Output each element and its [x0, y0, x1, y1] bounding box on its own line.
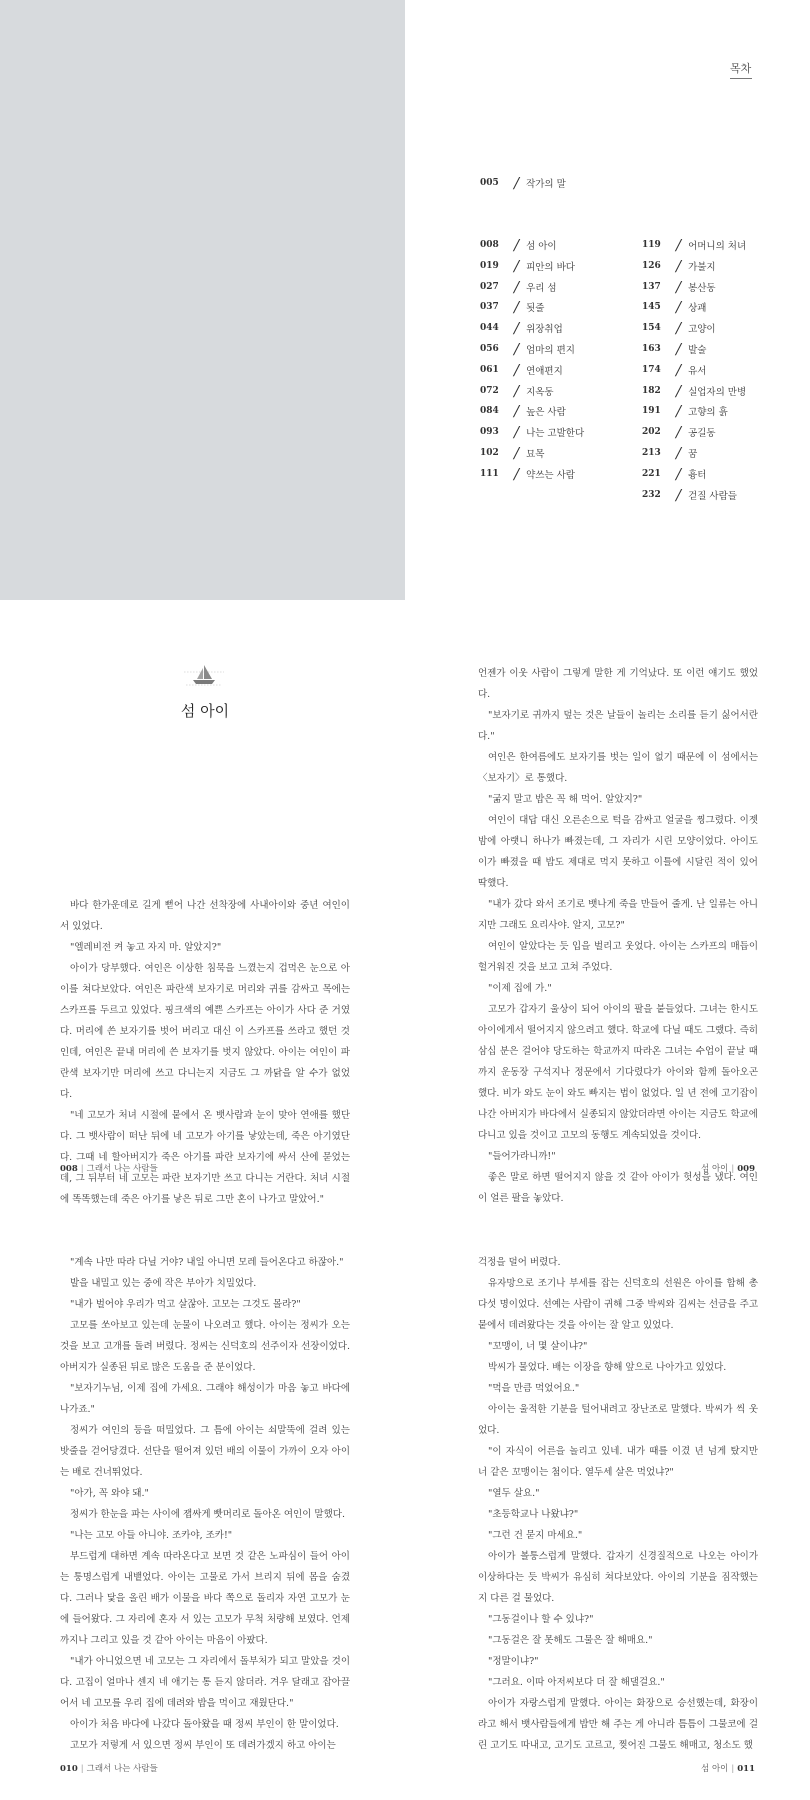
toc-page-number: 044 — [480, 323, 499, 333]
toc-entry — [642, 342, 706, 356]
page-number: 009 — [737, 1164, 755, 1174]
toc-slash-icon: / — [514, 361, 520, 379]
toc-entry-label: 발술 — [688, 345, 707, 356]
body-paragraph: "초등학교나 나왔냐?" — [488, 1509, 579, 1520]
toc-page-number: 174 — [642, 365, 661, 375]
toc-entry-label: 고양이 — [688, 324, 716, 335]
toc-slash-icon: / — [514, 340, 520, 358]
toc-slash-icon: / — [514, 423, 520, 441]
page-011-footer: 섬 아이 | 011 — [701, 1764, 755, 1774]
toc-page-number: 154 — [642, 323, 661, 333]
toc-entry-label: 실업자의 만병 — [688, 387, 747, 398]
toc-slash-icon: / — [676, 382, 682, 400]
toc-slash-icon: / — [676, 465, 682, 483]
toc-page-number: 232 — [642, 490, 661, 500]
toc-entry-label: 우리 섬 — [526, 283, 557, 294]
body-paragraph: 정씨가 한눈을 파는 사이에 잽싸게 빳머리로 돌아온 여인이 말했다. — [70, 1509, 345, 1520]
toc-page-number: 182 — [642, 386, 661, 396]
toc-slash-icon: / — [676, 340, 682, 358]
chapter-title: 섬 아이 — [180, 702, 230, 720]
body-paragraph: "네 고모가 처녀 시절에 뭍에서 온 뱃사람과 눈이 맞아 연애를 했단다. 그 뱃사람이 떠난 뒤에 네 고모가 아기를 낳았는데, 죽은 아기였단다. 그때 네 할아버지가 죽은 아기를 파란 보자기에 싸서 산에 묻었는데, 그 뒤부터 네 고모는 파란 보자기만 쓰고 다니는 거란다. 처녀 시절에 똑똑했는데 죽은 아기를 낳은 뒤로 그만 혼이 나가고 말았어." — [60, 1110, 350, 1205]
toc-entry-label: 고향의 흙 — [688, 407, 728, 418]
toc-entry-label: 피안의 바다 — [526, 262, 575, 273]
toc-entry-label: 가불지 — [688, 262, 716, 273]
toc-page-number: 119 — [642, 240, 661, 250]
toc-page-number: 145 — [642, 302, 661, 312]
body-paragraph: "그동걸이나 할 수 있냐?" — [488, 1614, 594, 1625]
page-number: 008 — [60, 1164, 78, 1174]
body-paragraph: 여인이 알았다는 듯 입을 벌리고 웃었다. 아이는 스카프의 매듭이 헐거워진 것을 보고 고쳐 주었다. — [478, 941, 758, 973]
toc-entry-label: 나는 고발한다 — [526, 428, 585, 439]
toc-slash-icon: / — [676, 444, 682, 462]
toc-entry — [480, 404, 566, 418]
body-paragraph: "굶지 말고 밥은 꼭 해 먹어. 알았지?" — [488, 794, 643, 805]
toc-entry-label: 공길동 — [688, 428, 716, 439]
toc-page-number: 005 — [480, 178, 499, 188]
body-paragraph: "엘레비전 켜 놓고 자지 마. 알았지?" — [70, 942, 222, 953]
toc-page-number: 137 — [642, 282, 661, 292]
toc-entry — [480, 446, 544, 460]
toc-slash-icon: / — [514, 402, 520, 420]
toc-slash-icon: / — [514, 319, 520, 337]
body-paragraph: "보자기누님, 이제 집에 가세요. 그래야 해성이가 마음 놓고 바다에 나가죠." — [60, 1383, 350, 1415]
cover-gray-panel — [0, 0, 405, 600]
toc-entry — [642, 280, 716, 294]
toc-page-number: 111 — [480, 469, 499, 479]
toc-entry — [642, 259, 716, 273]
toc-entry — [480, 342, 575, 356]
toc-page-number: 126 — [642, 261, 661, 271]
toc-slash-icon: / — [514, 444, 520, 462]
toc-slash-icon: / — [514, 298, 520, 316]
page-008-footer: 008 | 그래서 나는 사람들 — [60, 1164, 158, 1174]
toc-entry-label: 약쓰는 사람 — [526, 470, 575, 481]
page-009-footer: 섬 아이 | 009 — [701, 1164, 755, 1174]
toc-entry-label: 됫줄 — [526, 303, 545, 314]
boat-ornament-icon — [184, 664, 224, 686]
body-paragraph: 유자망으로 조기나 부세를 잡는 신덕호의 선원은 아이를 합해 총 다섯 명이었다. 선예는 사람이 귀해 그중 박씨와 김씨는 선금을 주고 뭍에서 데려왔다는 것을 아이는 잘 알고 있었다. — [478, 1278, 758, 1331]
toc-page-number: 093 — [480, 427, 499, 437]
body-paragraph: 언젠가 이웃 사람이 그렇게 말한 게 기억났다. 또 이런 얘기도 했었다. — [478, 668, 758, 700]
toc-page-number: 202 — [642, 427, 661, 437]
body-paragraph: 아이는 울적한 기분을 털어내려고 장난조로 말했다. 박씨가 씩 웃었다. — [478, 1404, 758, 1436]
running-head-book: 그래서 나는 사람들 — [86, 1164, 158, 1174]
body-paragraph: 고모를 쏘아보고 있는데 눈물이 나오려고 했다. 아이는 정씨가 오는 것을 보고 고개를 돌려 버렸다. 정씨는 신덕호의 선주이자 선장이었다. 아버지가 실종된 뒤로 많은 도움을 준 분이었다. — [60, 1320, 350, 1373]
body-paragraph: 여인이 대답 대신 오른손으로 턱을 감싸고 얼굴을 찡그렸다. 이젯밤에 아랫니 하나가 빠졌는데, 그 자리가 시린 모양이었다. 아이도 이가 빠졌을 때 밥도 제대로 먹지 못하고 이틀에 시달린 적이 있어 딱했다. — [478, 815, 758, 889]
body-paragraph: 여인은 한여름에도 보자기를 벗는 일이 없기 때문에 이 섬에서는 〈보자기〉로 통했다. — [478, 752, 758, 784]
toc-entry — [480, 238, 557, 252]
body-paragraph: 아이가 처음 바다에 나갔다 돌아왔을 때 정씨 부인이 한 말이었다. — [70, 1719, 339, 1730]
toc-page-number: 191 — [642, 406, 661, 416]
toc-entry-label: 묘목 — [526, 449, 545, 460]
toc-entry — [642, 446, 697, 460]
toc-entry-label: 지옥동 — [526, 387, 554, 398]
body-paragraph: 부드럽게 대하면 계속 따라온다고 보면 것 같은 노파심이 들어 아이는 퉁명스럽게 내뱉었다. 아이는 고물로 가서 브리지 뒤에 몸을 숨겼다. 그러나 닻을 올린 배가 이물을 바다 쪽으로 돌리자 자연 고모가 눈에 들어왔다. 그 자리에 혼자 서 있는 고모가 무척 처량해 보였다. 언제까지나 그리고 있을 것 같아 아이는 마음이 아팠다. — [60, 1551, 350, 1646]
toc-slash-icon: / — [514, 382, 520, 400]
toc-slash-icon: / — [676, 278, 682, 296]
toc-entry — [480, 259, 575, 273]
toc-entry-label: 엄마의 편지 — [526, 345, 575, 356]
toc-entry — [480, 176, 566, 190]
body-paragraph: 발을 내밀고 있는 중에 작은 부아가 치밀었다. — [70, 1278, 257, 1289]
body-paragraph: 아이가 자랑스럽게 말했다. 아이는 화장으로 승선했는데, 화장이라고 해서 뱃사람들에게 밥만 해 주는 게 아니라 틈틈이 그물코에 걸린 고기도 따내고, 고기도 고르고, 찢어진 그물도 해매고, 청소도 했 — [478, 1698, 758, 1751]
toc-page-number: 061 — [480, 365, 499, 375]
toc-slash-icon: / — [676, 298, 682, 316]
body-paragraph: "나는 고모 아들 아니야. 조카야, 조카!" — [70, 1530, 233, 1541]
body-paragraph: "그런 건 묻지 마세요." — [488, 1530, 583, 1541]
body-paragraph: 바다 한가운데로 길게 뻗어 나간 선착장에 사내아이와 중년 여인이 서 있었다. — [60, 900, 350, 932]
toc-page-number: 213 — [642, 448, 661, 458]
toc-page-number: 102 — [480, 448, 499, 458]
toc-entry-label: 위장취업 — [526, 324, 563, 335]
toc-slash-icon: / — [676, 257, 682, 275]
body-paragraph: 아이가 볼퉁스럽게 말했다. 갑자기 신경질적으로 나오는 아이가 이상하다는 듯 박씨가 유심히 쳐다보았다. 아이의 기분을 짐작했는지 다른 걸 물었다. — [478, 1551, 758, 1604]
toc-entry-label: 작가의 말 — [526, 179, 566, 190]
body-paragraph: "들어가라니까!" — [488, 1151, 556, 1162]
toc-page-number: 072 — [480, 386, 499, 396]
toc-slash-icon: / — [514, 236, 520, 254]
toc-entry-label: 높은 사람 — [526, 407, 566, 418]
toc-entry — [642, 300, 706, 314]
toc-entry — [642, 238, 746, 252]
page-011-body — [478, 1252, 758, 1756]
toc-entry — [642, 321, 716, 335]
body-paragraph: 고모가 저렇게 서 있으면 정씨 부인이 또 데려가겠지 하고 아이는 — [70, 1740, 336, 1751]
body-paragraph: 아이가 당부했다. 여인은 이상한 침묵을 느꼈는지 겁먹은 눈으로 아이를 쳐다보았다. 여인은 파란색 보자기로 머리와 귀를 감싸고 목에는 스카프를 두르고 있었다. 핑크색의 예쁜 스카프는 아이가 사다 준 거였다. 머리에 쓴 보자기를 벗어 버리고 대신 이 스카프를 쓰라고 했던 것인데, 여인은 끝내 머리에 쓴 보자기를 벗지 않았다. 아이는 여인이 파란색 보자기만 머리에 쓰고 다니는지 지금도 그 까닭을 알 수가 없었다. — [60, 963, 350, 1100]
toc-slash-icon: / — [514, 257, 520, 275]
toc-entry — [480, 321, 563, 335]
body-paragraph: "내가 벌어야 우리가 먹고 살잖아. 고모는 그것도 몰라?" — [70, 1299, 301, 1310]
page-010-footer: 010 | 그래서 나는 사람들 — [60, 1764, 158, 1774]
body-paragraph: "이제 집에 가." — [488, 983, 552, 994]
body-paragraph: "그러요. 이따 아저씨보다 더 잘 해댈걸요." — [488, 1677, 665, 1688]
toc-slash-icon: / — [676, 236, 682, 254]
toc-entry — [642, 384, 746, 398]
toc-title-rule — [730, 78, 752, 79]
toc-slash-icon: / — [676, 402, 682, 420]
body-paragraph: "꼬맹이, 너 몇 살이냐?" — [488, 1341, 588, 1352]
running-head-chapter: 섬 아이 — [701, 1164, 729, 1174]
toc-entry — [642, 363, 706, 377]
toc-page-number: 008 — [480, 240, 499, 250]
body-paragraph: 좋은 말로 하면 떨어지지 않을 것 같아 아이가 헛성을 냈다. 여인이 얼른 팔을 놓았다. — [478, 1172, 758, 1204]
body-paragraph: "내가 갔다 와서 조기로 뱃나게 죽을 만들어 줄게. 난 일류는 아니지만 그래도 요리사야. 알지, 고모?" — [478, 899, 758, 931]
toc-entry — [642, 488, 737, 502]
body-paragraph: "보자기로 귀까지 덮는 것은 날들이 놀리는 소리를 듣기 싫어서란다." — [478, 710, 758, 742]
body-paragraph: "정말이냐?" — [488, 1656, 539, 1667]
body-paragraph: "내가 아니었으면 네 고모는 그 자리에서 돌부처가 되고 말았을 것이다. 고집이 얼마나 센지 네 애기는 통 듣지 않더라. 겨우 달래고 잡아끌어서 네 고모를 우리 집에 데려와 밥을 먹이고 재웠단다." — [60, 1656, 350, 1709]
body-paragraph: 정씨가 여인의 등을 떠밀었다. 그 틈에 아이는 쇠말뚝에 걸려 있는 밧줄을 걷어당겼다. 선단을 떨어져 있던 배의 이물이 가까이 오자 아이는 배로 건너뛰었다. — [60, 1425, 350, 1478]
toc-page-number: 221 — [642, 469, 661, 479]
toc-entry-label: 상괘 — [688, 303, 707, 314]
body-paragraph: "아가, 꼭 와야 돼." — [70, 1488, 149, 1499]
toc-entry-label: 꿈 — [688, 449, 698, 460]
body-paragraph: 고모가 갑자기 울상이 되어 아이의 팔을 붙들었다. 그녀는 한시도 아이에게서 떨어지지 않으려고 했다. 학교에 다닐 때도 그랬다. 즉히 삼십 분은 걸어야 당도하는 학교까지 따라온 그녀는 수업이 끝날 때까지 운동장 구석지나 정문에서 기다렸다가 아이와 함께 돌아오곤 했다. 비가 와도 눈이 와도 빠지는 법이 없었다. 일 년 전에 고기잡이 나간 아버지가 바다에서 실종되지 않았더라면 아이는 지금도 학교에 다니고 있을 것이고 고모의 동행도 계속되었을 것이다. — [478, 1004, 758, 1141]
toc-entry — [480, 300, 544, 314]
body-paragraph: "이 자식이 어른을 놀리고 있네. 내가 때를 이겼 년 넘게 탔지만 너 같은 꼬맹이는 첨이다. 열두세 살은 먹었냐?" — [478, 1446, 758, 1478]
toc-entry — [480, 467, 575, 481]
body-paragraph: 걱정을 덜어 버렸다. — [478, 1257, 561, 1268]
toc-slash-icon: / — [676, 319, 682, 337]
page-010-body — [60, 1252, 350, 1756]
toc-entry — [480, 363, 563, 377]
toc-slash-icon: / — [676, 361, 682, 379]
body-paragraph: 박씨가 물었다. 배는 이장을 향해 앞으로 나아가고 있었다. — [488, 1362, 727, 1373]
toc-entry-label: 어머니의 처녀 — [688, 241, 747, 252]
toc-slash-icon: / — [676, 423, 682, 441]
toc-entry — [480, 280, 557, 294]
toc-entry-label: 섬 아이 — [526, 241, 557, 252]
body-paragraph: "먹을 만큼 먹었어요." — [488, 1383, 580, 1394]
toc-slash-icon: / — [676, 486, 682, 504]
toc-entry-label: 유서 — [688, 366, 707, 377]
toc-entry — [642, 467, 706, 481]
body-paragraph: "계속 나만 따라 다닐 거야? 내일 아니면 모레 들어온다고 하잖아." — [70, 1257, 344, 1268]
toc-entry — [480, 384, 554, 398]
toc-page-number: 027 — [480, 282, 499, 292]
toc-entry-label: 봉산동 — [688, 283, 716, 294]
body-paragraph: "열두 살요." — [488, 1488, 540, 1499]
toc-slash-icon: / — [514, 465, 520, 483]
toc-entry-label: 걷질 사람들 — [688, 491, 737, 502]
toc-slash-icon: / — [514, 278, 520, 296]
toc-entry — [642, 425, 716, 439]
toc-entry — [480, 425, 584, 439]
toc-entry — [642, 404, 728, 418]
page-number: 010 — [60, 1764, 78, 1774]
running-head-chapter: 섬 아이 — [701, 1764, 729, 1774]
body-paragraph: "그동걸은 잘 못해도 그물은 잘 해매요." — [488, 1635, 653, 1646]
toc-page-number: 163 — [642, 344, 661, 354]
toc-slash-icon: / — [514, 174, 520, 192]
page-number: 011 — [737, 1764, 755, 1774]
toc-page-number: 037 — [480, 302, 499, 312]
toc-title: 목차 — [730, 62, 752, 75]
running-head-book: 그래서 나는 사람들 — [86, 1764, 158, 1774]
toc-page-number: 084 — [480, 406, 499, 416]
toc-page-number: 056 — [480, 344, 499, 354]
toc-entry-label: 연애편지 — [526, 366, 563, 377]
toc-entry-label: 흉터 — [688, 470, 707, 481]
toc-page-number: 019 — [480, 261, 499, 271]
page-009-body — [478, 663, 758, 1209]
